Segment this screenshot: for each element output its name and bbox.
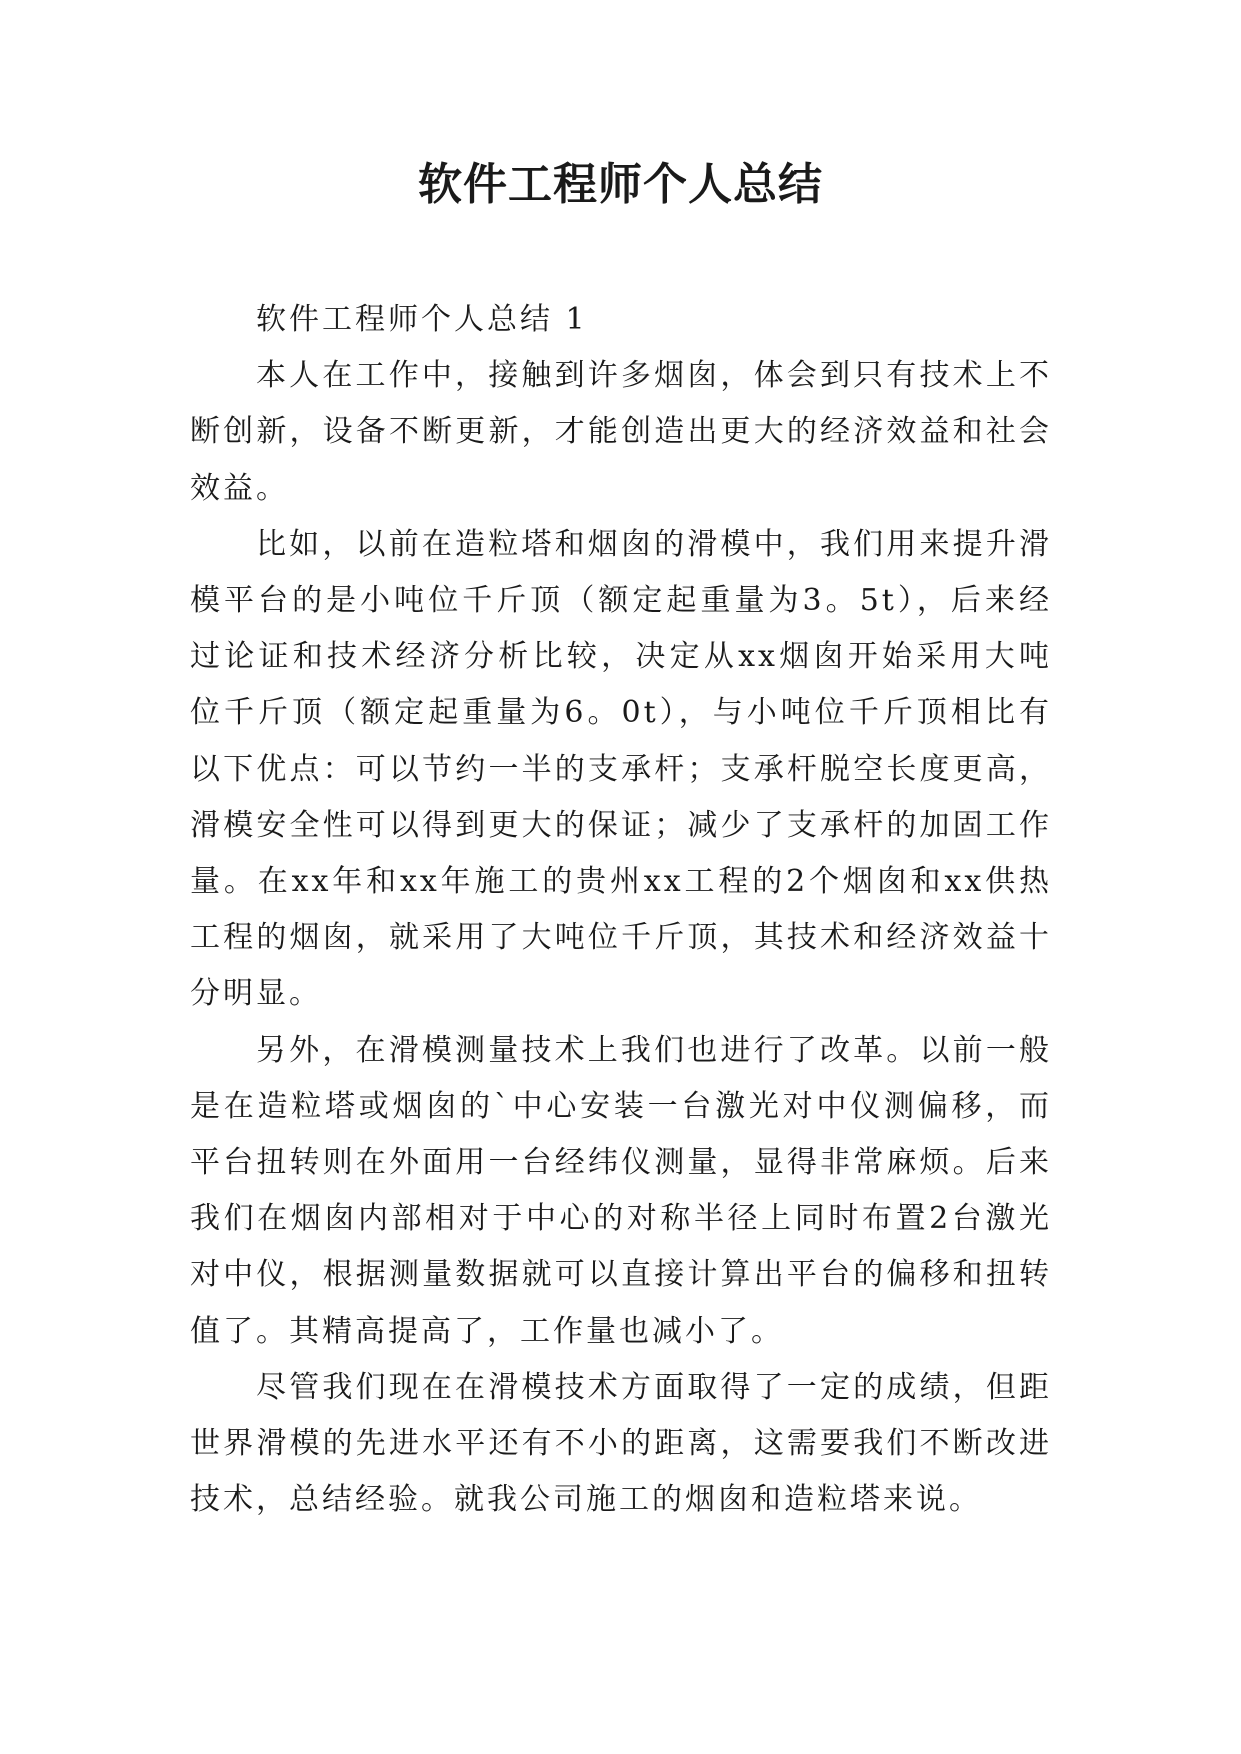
- paragraph-2: 比如，以前在造粒塔和烟囱的滑模中，我们用来提升滑模平台的是小吨位千斤顶（额定起重量为3。5t），后来经过论证和技术经济分析比较，决定从xx烟囱开始采用大吨位千斤顶（额定起重量为6。0t），与小吨位千斤顶相比有以下优点：可以节约一半的支承杆；支承杆脱空长度更高，滑模安全性可以得到更大的保证；减少了支承杆的加固工作量。在xx年和xx年施工的贵州xx工程的2个烟囱和xx供热工程的烟囱，就采用了大吨位千斤顶，其技术和经济效益十分明显。: [190, 526, 1052, 1012]
- paragraph-3: 另外，在滑模测量技术上我们也进行了改革。以前一般是在造粒塔或烟囱的`中心安装一台激光对中仪测偏移，而平台扭转则在外面用一台经纬仪测量，显得非常麻烦。后来我们在烟囱内部相对于中心的对称半径上同时布置2台激光对中仪，根据测量数据就可以直接计算出平台的偏移和扭转值了。其精高提高了，工作量也减小了。: [190, 1032, 1052, 1349]
- paragraph-1: 本人在工作中，接触到许多烟囱，体会到只有技术上不断创新，设备不断更新，才能创造出更大的经济效益和社会效益。: [190, 358, 1052, 506]
- document-title: 软件工程师个人总结: [418, 159, 823, 210]
- document-body: [190, 292, 1052, 1528]
- paragraph-4: 尽管我们现在在滑模技术方面取得了一定的成绩，但距世界滑模的先进水平还有不小的距离，这需要我们不断改进技术，总结经验。就我公司施工的烟囱和造粒塔来说。: [190, 1369, 1052, 1518]
- section-heading: 软件工程师个人总结 1: [256, 302, 588, 337]
